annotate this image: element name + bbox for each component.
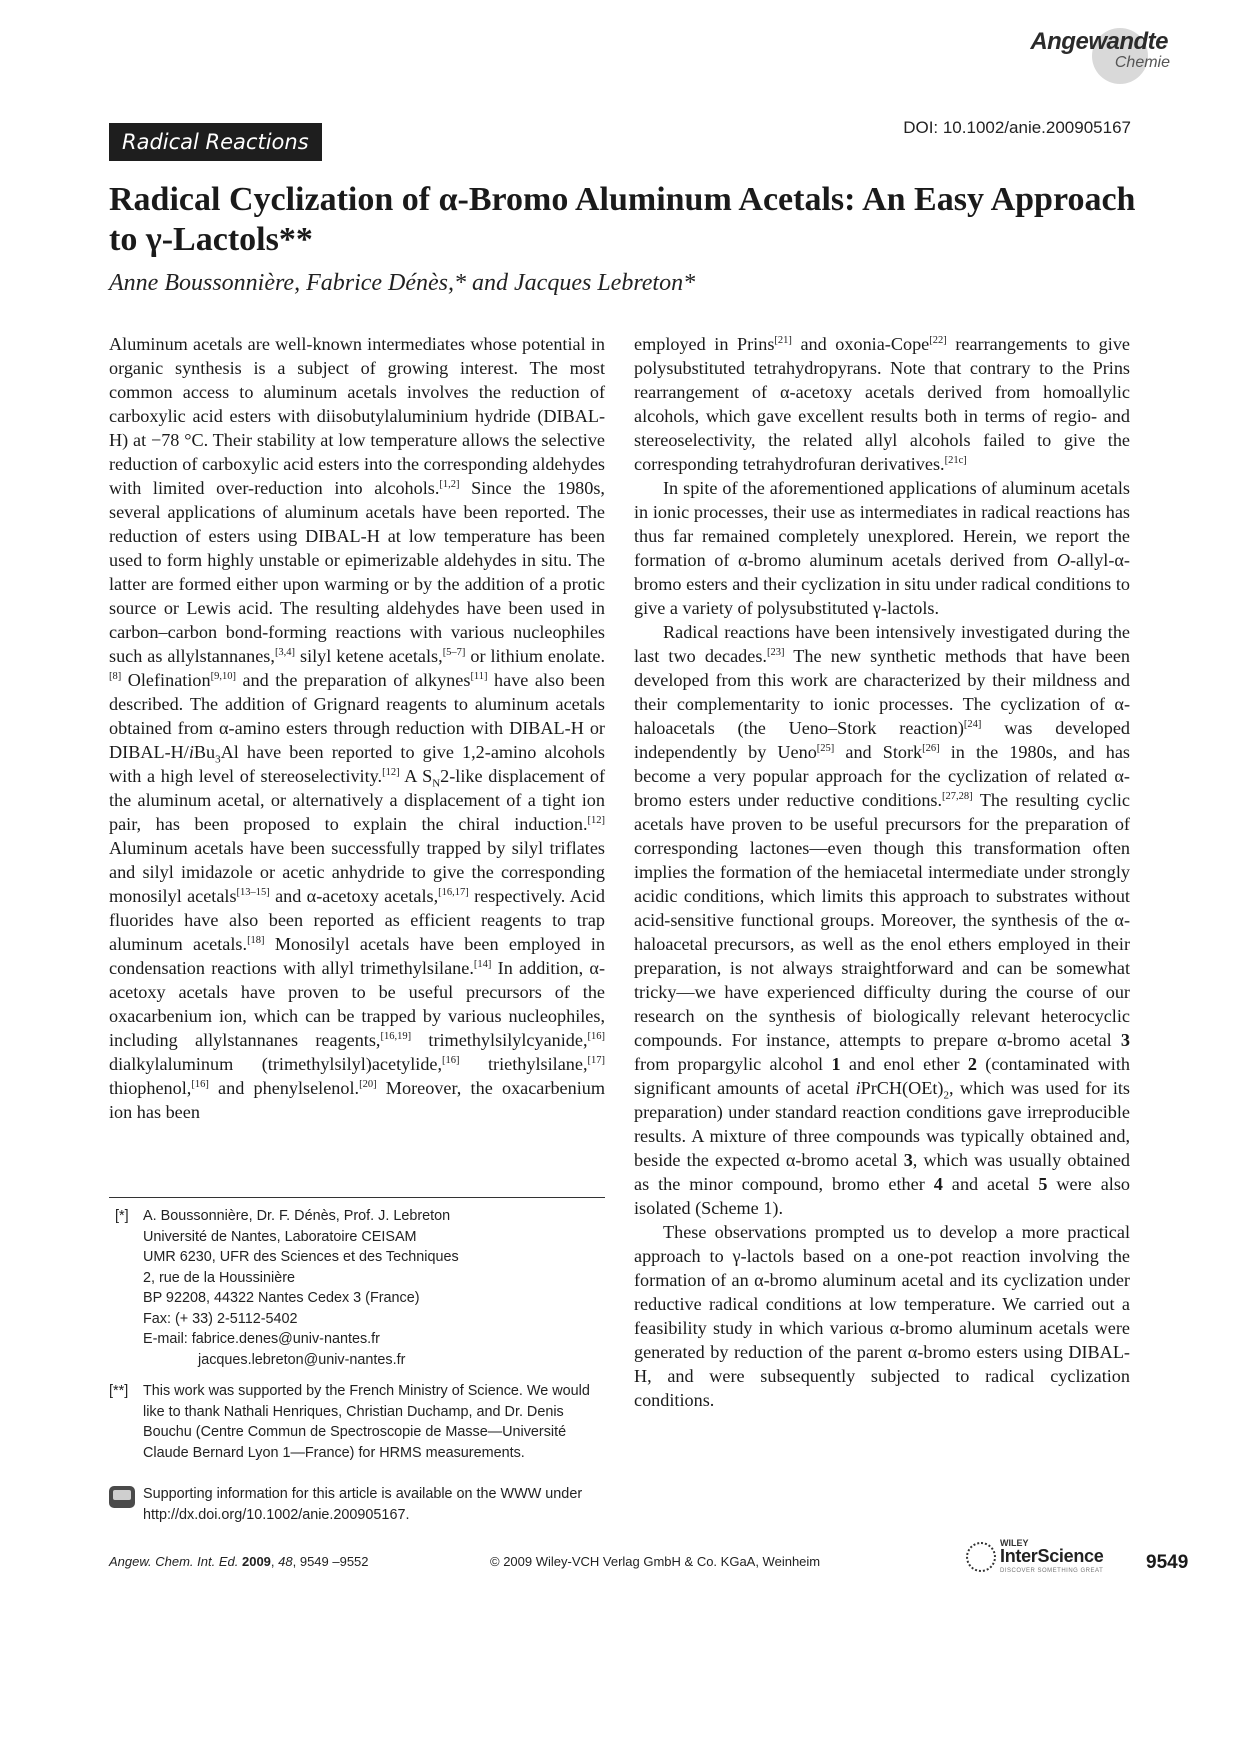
paragraph-1: Aluminum acetals are well-known intermediates whose potential in organic synthesis is a subject of growing interest. The most common access to aluminum acetals involves the reduction of carboxylic acid esters with diisobutylaluminium hydride (DIBAL-H) at −78 °C. Their stability at low temperature allows the selective reduction of carboxylic acid esters into the corresponding aldehydes with limited over-reduction into alcohols.[1,2] Since the 1980s, several applications of aluminum acetals have been reported. The reduction of esters using DIBAL-H at low temperature has been used to form highly unstable or epimerizable aldehydes in situ. The latter are formed either upon warming or by the addition of a protic source or Lewis acid. The resulting aldehydes have been used in carbon–carbon bond-forming reactions with various nucleophiles such as allylstannanes,[3,4] silyl ketene acetals,[5–7] or lithium enolate.[8] Olefination[9,10] and the preparation of alkynes[11] have also been described. The addition of Grignard reagents to aluminum acetals obtained from α-amino esters through reduction with DIBAL-H or DIBAL-H/iBu$_3$Al have been reported to give 1,2-amino alcohols with a high level of stereoselectivity.[12] A $S_N2$-like displacement of the aluminum acetal, or alternatively a displacement of a tight ion pair, has been proposed to explain the chiral induction.[12] Aluminum acetals have been successfully trapped by silyl triflates and silyl imidazole or acetic anhydride to give the corresponding monosilyl acetals[13–15] and α-acetoxy acetals,[16,17] respectively. Acid fluorides have also been reported as efficient reagents to trap aluminum acetals.[18] Monosilyl acetals have been employed in condensation reactions with allyl trimethylsilane.[14] In addition, α-acetoxy acetals have proven to be useful precursors of the oxacarbenium ion, which can be trapped by various nucleophiles, including allylstannanes reagents,[16,19] trimethylsilylcyanide,[16] dialkylaluminum (trimethylsilyl)acetylide,[16] triethylsilane,[17] thiophenol,[16] and phenylselenol.[20] Moreover, the oxacarbenium ion has been bbox=[109, 334, 606, 1122]
paragraph-2: In spite of the aforementioned applications of aluminum acetals in ionic processes, their use as intermediates in radical reactions has thus far remained completely unexplored. Herein, we report the formation of α-bromo aluminum acetals derived from O-allyl-α-bromo esters and their cyclization in situ under radical conditions to give a variety of polysubstituted γ-lactols. bbox=[634, 478, 1130, 618]
body-column-left bbox=[109, 332, 605, 1124]
acknowledgment-text: This work was supported by the French Ministry of Science. We would like to thank Nathali Henriques, Christian Duchamp, and Dr. Denis Bouchu (Centre Commun de Spectroscopie de Masse—Université Claude Bernard Lyon 1—France) for HRMS measurements. bbox=[143, 1383, 590, 1461]
paragraph-1-continued: employed in Prins[21] and oxonia-Cope[22] rearrangements to give polysubstituted tetrahydropyrans. Note that contrary to the Prins rearrangement of α-acetoxy acetals derived from homoallylic alcohols, which gave excellent results both in terms of regio- and stereoselectivity, the related allyl alcohols failed to give the corresponding tetrahydrofuran derivatives.[21c] bbox=[634, 334, 1130, 474]
interscience-logo: WILEY InterScience DISCOVER SOMETHING GREAT bbox=[966, 1538, 1106, 1578]
section-tag: Radical Reactions bbox=[109, 123, 322, 161]
affiliation-mark: [*] bbox=[115, 1208, 129, 1224]
paragraph-3: Radical reactions have been intensively investigated during the last two decades.[23] The new synthetic methods that have been developed from this work are characterized by their mildness and their complementarity to ionic processes. The cyclization of α-haloacetals (the Ueno–Stork reaction)[24] was developed independently by Ueno[25] and Stork[26] in the 1980s, and has become a very popular approach for the cyclization of related α-bromo esters under reductive conditions.[27,28] The resulting cyclic acetals have proven to be useful precursors for the preparation of corresponding lactones—even though this transformation often implies the formation of the hemiacetal intermediate under strongly acidic conditions, which limits this approach to substrates without acid-sensitive functional groups. Moreover, the synthesis of the α-haloacetal precursors, as well as the enol ethers employed in their preparation, is not always straightforward and can be somewhat tricky—we have experienced difficulty during the course of our research on the synthesis of biologically relevant heterocyclic compounds. For instance, attempts to prepare α-bromo acetal 3 from propargylic alcohol 1 and enol ether 2 (contaminated with significant amounts of acetal $iPrCH(OEt)_2$, which was used for its preparation) under standard reaction conditions gave irreproducible results. A mixture of three compounds was typically obtained and, beside the expected α-bromo acetal 3, which was usually obtained as the minor compound, bromo ether 4 and acetal 5 were also isolated (Scheme 1). bbox=[634, 622, 1131, 1218]
supporting-info-note bbox=[109, 1484, 609, 1525]
body-column-right bbox=[634, 332, 1130, 1412]
article-authors: Anne Boussonnière, Fabrice Dénès,* and Jacques Lebreton* bbox=[109, 270, 696, 296]
journal-citation: Angew. Chem. Int. Ed. 2009, 48, 9549 –9552 bbox=[109, 1554, 369, 1569]
computer-icon bbox=[109, 1486, 135, 1508]
copyright: © 2009 Wiley-VCH Verlag GmbH & Co. KGaA, Weinheim bbox=[490, 1554, 821, 1569]
journal-logo bbox=[1030, 26, 1210, 86]
email-line-2[interactable]: jacques.lebreton@univ-nantes.fr bbox=[198, 1351, 406, 1368]
logo-text-angewandte: Angewandte bbox=[1030, 28, 1168, 55]
acknowledgment-mark: [**] bbox=[109, 1383, 129, 1399]
logo-text-chemie: Chemie bbox=[1114, 54, 1170, 71]
acknowledgment-footnote bbox=[109, 1381, 609, 1463]
page-number: 9549 bbox=[1146, 1552, 1189, 1573]
email-line[interactable]: E-mail: fabrice.denes@univ-nantes.fr bbox=[143, 1331, 380, 1347]
doi: DOI: 10.1002/anie.200905167 bbox=[903, 118, 1131, 137]
globe-icon bbox=[966, 1542, 996, 1572]
supporting-info-text[interactable]: Supporting information for this article is available on the WWW under http://dx.doi.org/10.1002/anie.200905167. bbox=[143, 1486, 583, 1523]
affiliation-footnote: [*] A. Boussonnière, Dr. F. Dénès, Prof. J. Lebreton Université de Nantes, Laboratoire CEISAM UMR 6230, UFR des Sciences et des Techniques 2, rue de la Houssinière BP 92208, 44322 Nantes Cedex 3 (France) Fax: (+ 33) 2-5112-5402 E-mail: fabrice.denes@univ-nantes.fr jacques.lebreton@univ-nantes.fr bbox=[109, 1206, 609, 1370]
paragraph-4: These observations prompted us to develop a more practical approach to γ-lactols based on a one-pot reaction involving the formation of an α-bromo aluminum acetal and its cyclization under reductive radical conditions at low temperature. We carried out a feasibility study in which various α-bromo aluminum acetals were generated by reduction of the parent α-bromo esters using DIBAL-H, and were subsequently subjected to radical cyclization conditions. bbox=[634, 1222, 1130, 1410]
footnote-divider bbox=[109, 1197, 605, 1198]
article-title: Radical Cyclization of α-Bromo Aluminum Acetals: An Easy Approach to γ-Lactols** bbox=[109, 181, 1136, 258]
